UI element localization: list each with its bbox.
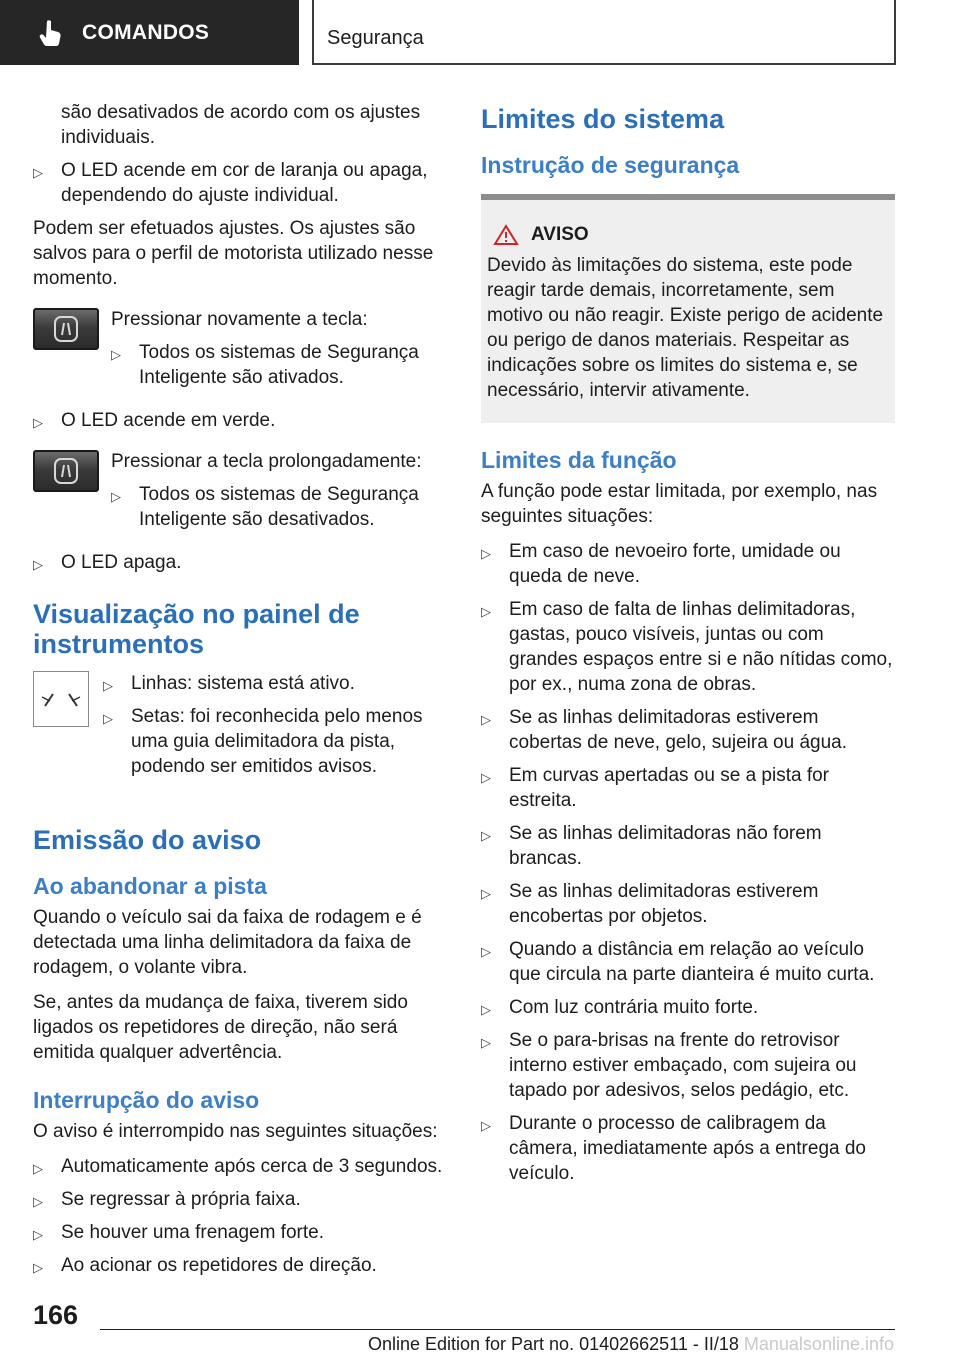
bullet-triangle-icon: ▷ xyxy=(33,415,43,430)
section-label: Segurança xyxy=(327,27,424,49)
list-item: ▷ Em caso de falta de linhas delimitadoras, gastas, pouco visíveis, juntas ou com grandes espaços entre si e não nítidas como, por ex., numa zona de obras. xyxy=(481,599,893,695)
subsection-heading: Interrupção do aviso xyxy=(33,1087,260,1113)
bullet-triangle-icon: ▷ xyxy=(33,1260,43,1275)
bullet-triangle-icon: ▷ xyxy=(481,944,491,959)
bullet-triangle-icon: ▷ xyxy=(33,1161,43,1176)
bullet-triangle-icon: ▷ xyxy=(481,604,491,619)
paragraph: A função pode estar limitada, por exemplo, nas seguintes situações: xyxy=(481,481,878,527)
lane-assist-key-icon xyxy=(33,450,99,492)
section-heading: Emissão do aviso xyxy=(33,825,262,855)
list-item: ▷ Se as linhas delimitadoras não forem brancas. xyxy=(481,823,822,869)
section-header xyxy=(312,0,896,65)
key-instruction-text: Pressionar a tecla prolongadamente: xyxy=(111,451,422,472)
footer-divider xyxy=(100,1329,895,1330)
page-number: 166 xyxy=(33,1300,79,1330)
section-heading: Visualização no painel de instrumentos xyxy=(33,599,360,659)
right-column xyxy=(481,100,895,1194)
list-item: ▷ Ao acionar os repetidores de direção. xyxy=(33,1253,448,1278)
warning-box xyxy=(481,194,895,423)
lane-assist-key-icon xyxy=(33,308,99,350)
display-indicator xyxy=(33,671,448,787)
subsection-heading: Instrução de segurança xyxy=(481,152,740,178)
continued-text: são desativados de acordo com os ajustes individuais. xyxy=(61,102,421,148)
list-item: ▷ Todos os sistemas de Segurança Inteligente são desativados. xyxy=(111,484,419,530)
footer-edition xyxy=(368,1334,894,1355)
bullet-triangle-icon: ▷ xyxy=(481,712,491,727)
list-item: ▷ Se as linhas delimitadoras estiverem cobertas de neve, gelo, sujeira ou água. xyxy=(481,707,848,753)
list-item: ▷ Com luz contrária muito forte. xyxy=(481,995,895,1020)
bullet-triangle-icon: ▷ xyxy=(33,165,43,180)
bullet-triangle-icon: ▷ xyxy=(33,1194,43,1209)
list-item: ▷ Em curvas apertadas ou se a pista for estreita. xyxy=(481,765,829,811)
bullet-triangle-icon: ▷ xyxy=(103,711,113,726)
key-instruction-text: Pressionar novamente a tecla: xyxy=(111,309,368,330)
bullet-triangle-icon: ▷ xyxy=(481,1118,491,1133)
watermark-text: Manualsonline.info xyxy=(743,1334,894,1354)
chapter-label: COMANDOS xyxy=(82,20,210,44)
list-item: ▷ Linhas: sistema está ativo. xyxy=(103,671,448,696)
hand-pointer-icon xyxy=(36,18,66,48)
bullet-triangle-icon: ▷ xyxy=(481,770,491,785)
list-item: ▷ Se regressar à própria faixa. xyxy=(33,1187,448,1212)
bullet-triangle-icon: ▷ xyxy=(33,1227,43,1242)
key-instruction xyxy=(33,449,448,540)
list-item: ▷ Se houver uma frenagem forte. xyxy=(33,1220,448,1245)
chapter-tab[interactable] xyxy=(0,0,299,65)
list-item: ▷ Durante o processo de calibragem da câmera, imediatamente após a entrega do veículo. xyxy=(481,1113,866,1184)
bullet-triangle-icon: ▷ xyxy=(481,1002,491,1017)
list-item: ▷ Se as linhas delimitadoras estiverem encobertas por objetos. xyxy=(481,881,819,927)
bullet-triangle-icon: ▷ xyxy=(33,557,43,572)
bullet-triangle-icon: ▷ xyxy=(481,1035,491,1050)
bullet-triangle-icon: ▷ xyxy=(103,678,113,693)
bullet-triangle-icon: ▷ xyxy=(481,828,491,843)
paragraph: Quando o veículo sai da faixa de rodagem e é detectada uma linha delimitadora da faixa de rodagem, o volante vibra. xyxy=(33,907,422,978)
warning-triangle-icon xyxy=(493,224,519,246)
paragraph: Se, antes da mudança de faixa, tiverem sido ligados os repetidores de direção, não será emitida qualquer advertência. xyxy=(33,992,408,1063)
list-item: ▷ Se o para-brisas na frente do retrovisor interno estiver embaçado, com sujeira ou tapado por adesivos, selos pedágio, etc. xyxy=(481,1030,857,1101)
subsection-heading: Ao abandonar a pista xyxy=(33,873,267,899)
key-instruction xyxy=(33,307,448,398)
section-heading: Limites do sistema xyxy=(481,104,725,134)
bullet-triangle-icon: ▷ xyxy=(481,546,491,561)
bullet-triangle-icon: ▷ xyxy=(111,347,121,362)
list-item: ▷ Todos os sistemas de Segurança Inteligente são ativados. xyxy=(111,342,419,388)
list-item: ▷ Setas: foi reconhecida pelo menos uma guia delimitadora da pista, podendo ser emitidos avisos. xyxy=(103,706,423,777)
left-column xyxy=(33,100,448,1286)
lane-lines-icon xyxy=(33,671,89,727)
edition-text: Online Edition for Part no. 01402662511 - II/18 xyxy=(367,1334,739,1354)
list-item: ▷ O LED acende em verde. xyxy=(33,408,448,433)
paragraph: Podem ser efetuados ajustes. Os ajustes são salvos para o perfil de motorista utilizado nesse momento. xyxy=(33,218,434,289)
list-item: ▷ O LED acende em cor de laranja ou apaga, dependendo do ajuste individual. xyxy=(33,160,428,206)
paragraph: O aviso é interrompido nas seguintes situações: xyxy=(33,1121,438,1142)
list-item: ▷ O LED apaga. xyxy=(33,550,448,575)
bullet-triangle-icon: ▷ xyxy=(481,886,491,901)
list-item: ▷ Quando a distância em relação ao veículo que circula na parte dianteira é muito curta. xyxy=(481,939,875,985)
warning-heading: AVISO xyxy=(493,222,889,247)
list-item: ▷ Automaticamente após cerca de 3 segundos. xyxy=(33,1154,448,1179)
subsection-heading: Limites da função xyxy=(481,447,677,473)
list-item: ▷ Em caso de nevoeiro forte, umidade ou queda de neve. xyxy=(481,541,841,587)
bullet-triangle-icon: ▷ xyxy=(111,489,121,504)
warning-text: Devido às limitações do sistema, este pode reagir tarde demais, incorretamente, sem motivo ou não reagir. Existe perigo de acidente ou perigo de danos materiais. Respeitar as indicações sobre os limites do sistema e, se necessário, intervir ativamente. xyxy=(487,255,884,401)
